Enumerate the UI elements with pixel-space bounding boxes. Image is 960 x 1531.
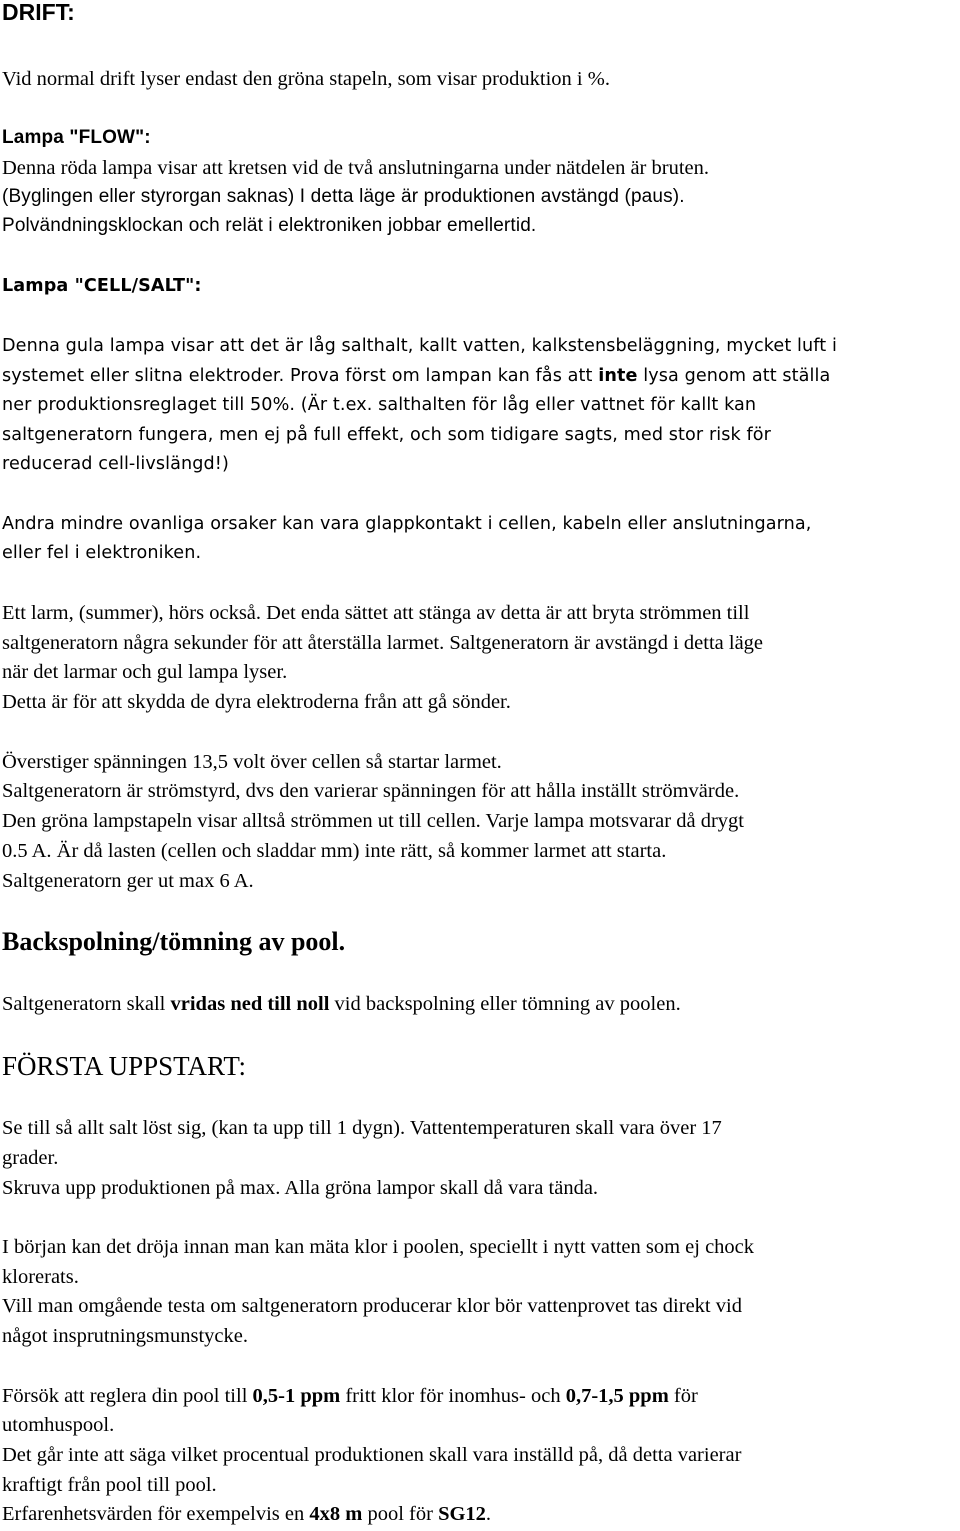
startup-p3-line-3: Det går inte att säga vilket procentual produktionen skall vara inställd på, då detta varierar	[2, 1444, 742, 1466]
startup-p2-line-1: I början kan det dröja innan man kan mäta klor i poolen, speciellt i nytt vatten som ej chock	[2, 1236, 755, 1258]
startup-p3-line-5-a: Erfarenhetsvärden för exempelvis en	[2, 1503, 310, 1525]
voltage-line-5: Saltgeneratorn ger ut max 6 A.	[2, 870, 254, 892]
backwash-emphasis: vridas ned till noll	[170, 993, 330, 1015]
cell-salt-title-text: Lampa "CELL/SALT":	[2, 276, 202, 296]
startup-p3-e: för	[668, 1385, 698, 1407]
startup-p2-line-4: något insprutningsmunstycke.	[2, 1325, 248, 1347]
voltage-line-4: 0.5 A. Är då lasten (cellen och sladdar mm) inte rätt, så kommer larmet att starta.	[2, 840, 667, 862]
ppm-outdoor: 0,7-1,5 ppm	[565, 1385, 669, 1407]
cell-salt-p2-line-1: Andra mindre ovanliga orsaker kan vara glappkontakt i cellen, kabeln eller anslutningarna,	[2, 514, 812, 534]
flow-title	[2, 125, 151, 151]
voltage-line-3: Den gröna lampstapeln visar alltså strömmen ut till cellen. Varje lampa motsvarar då drygt	[2, 810, 744, 832]
startup-p1-line-3: Skruva upp produktionen på max. Alla gröna lampor skall då vara tända.	[2, 1177, 599, 1199]
flow-line-1: Denna röda lampa visar att kretsen vid de två anslutningarna under nätdelen är bruten.	[2, 157, 709, 179]
startup-p2-line-2: klorerats.	[2, 1266, 79, 1288]
startup-title: FÖRSTA UPPSTART:	[2, 1051, 247, 1081]
cell-salt-p1-line-2	[2, 363, 830, 389]
cell-salt-emphasis-inte: inte	[598, 366, 638, 386]
cell-salt-p1-line-2-b: Prova först om lampan kan fås att	[284, 366, 599, 386]
startup-p3-line-2: utomhuspool.	[2, 1414, 115, 1436]
startup-p3-line-4: kraftigt från pool till pool.	[2, 1474, 217, 1496]
startup-p3-line-5-e: .	[485, 1503, 492, 1525]
cell-salt-p3-line-3: när det larmar och gul lampa lyser.	[2, 661, 288, 683]
ppm-indoor: 0,5-1 ppm	[252, 1385, 341, 1407]
backwash-text	[2, 991, 681, 1017]
heading-drift: DRIFT:	[2, 0, 75, 25]
flow-line-2: (Byglingen eller styrorgan saknas) I detta läge är produktionen avstängd (paus).	[2, 186, 685, 207]
backwash-text-c: vid backspolning eller tömning av poolen.	[329, 993, 681, 1015]
flow-title-text: Lampa "FLOW":	[2, 127, 151, 148]
cell-salt-title	[2, 273, 202, 299]
flow-line-3: Polvändningsklockan och relät i elektroniken jobbar emellertid.	[2, 215, 537, 236]
cell-salt-p3-line-1: Ett larm, (summer), hörs också. Det enda sättet att stänga av detta är att bryta strömmen till	[2, 602, 750, 624]
cell-salt-p1-line-2-d: lysa genom att ställa	[637, 366, 831, 386]
cell-salt-p1-line-5: reducerad cell-livslängd!)	[2, 454, 229, 474]
cell-salt-p3-line-4: Detta är för att skydda de dyra elektroderna från att gå sönder.	[2, 691, 511, 713]
startup-p1-line-2: grader.	[2, 1147, 59, 1169]
voltage-line-1: Överstiger spänningen 13,5 volt över cellen så startar larmet.	[2, 751, 502, 773]
cell-salt-p1-line-1: Denna gula lampa visar att det är låg salthalt, kallt vatten, kalkstensbeläggning, mycket luft i	[2, 336, 837, 356]
backwash-text-a: Saltgeneratorn skall	[2, 993, 171, 1015]
model-name: SG12	[438, 1503, 486, 1525]
cell-salt-p3-line-2: saltgeneratorn några sekunder för att återställa larmet. Saltgeneratorn är avstängd i detta läge	[2, 632, 764, 654]
startup-p1-line-1: Se till så allt salt löst sig, (kan ta upp till 1 dygn). Vattentemperaturen skall vara över 17	[2, 1117, 722, 1139]
cell-salt-p1-line-3: ner produktionsreglaget till 50%. (Är t.ex. salthalten för låg eller vattnet för kallt kan	[2, 395, 757, 415]
startup-p3-c: fritt klor för inomhus- och	[340, 1385, 566, 1407]
cell-salt-p1-line-4: saltgeneratorn fungera, men ej på full effekt, och som tidigare sagts, med stor risk för	[2, 425, 772, 445]
startup-p3-line-5	[2, 1501, 491, 1527]
drift-text: Vid normal drift lyser endast den gröna stapeln, som visar produktion i %.	[2, 68, 610, 90]
voltage-line-2: Saltgeneratorn är strömstyrd, dvs den varierar spänningen för att hålla inställt strömvärde.	[2, 780, 740, 802]
backwash-title: Backspolning/tömning av pool.	[2, 927, 346, 956]
cell-salt-p2-line-2: eller fel i elektroniken.	[2, 543, 202, 563]
startup-p2-line-3: Vill man omgående testa om saltgeneratorn producerar klor bör vattenprovet tas direkt vid	[2, 1295, 742, 1317]
cell-salt-p1-line-2-a: systemet eller slitna elektroder.	[2, 366, 285, 386]
startup-p3-line-1	[2, 1383, 698, 1409]
startup-p3-line-5-c: pool för	[362, 1503, 439, 1525]
startup-p3-a: Försök att reglera din pool till	[2, 1385, 253, 1407]
pool-size: 4x8 m	[309, 1503, 363, 1525]
